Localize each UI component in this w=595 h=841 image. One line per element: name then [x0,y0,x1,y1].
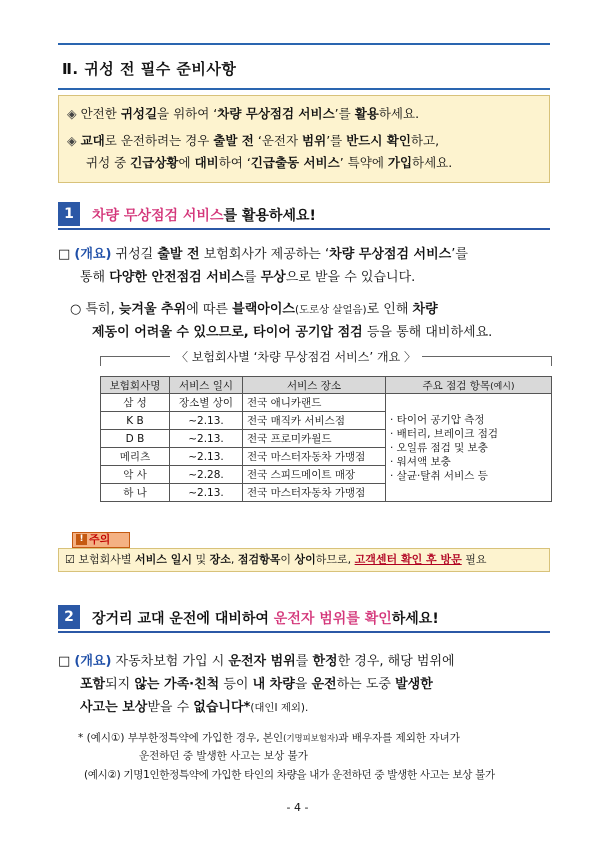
text-segment: * (예시①) 부부한정특약에 가입한 경우, 본인 [78,732,284,744]
para-2-line-1 [70,299,438,321]
page-number: - 4 - [286,801,309,814]
text-segment: 장소 [209,553,231,566]
cell-company: 하 나 [101,484,170,502]
cell-date: ~2.13. [170,430,243,448]
note-2-line-1: (예시②) 기명1인한정특약에 가입한 타인의 차량을 내가 운전하던 중 발생한 사고는 보상 불가 [84,769,495,781]
text-segment: 이 [280,553,295,566]
text-segment: ☑ 보험회사별 [65,553,135,566]
text-segment: 를 활용하세요! [223,208,316,224]
text-segment: 무상 [260,270,286,285]
text-segment: 차량 무상점검 서비스 [329,247,452,262]
heading-2-number: 2 [58,605,80,629]
col-items: 주요 점검 항목(예시) [386,377,552,394]
cell-date: 장소별 상이 [170,394,243,412]
text-segment: (기명피보험자) [283,733,339,743]
text-segment: 하세요! [391,611,439,627]
summary-line-3 [86,153,452,173]
text-segment: (대인Ⅰ 제외). [250,702,309,714]
heading-1-title [92,205,316,225]
text-segment: 안전한 [76,106,121,121]
text-segment: 포함 [80,677,106,692]
caution-box [58,548,550,572]
text-segment: ’ 특약에 [339,155,388,170]
text-segment: 가입 [387,155,413,170]
text-segment: 귀성길 [120,106,158,121]
text-segment: 내 차량 [252,677,295,692]
note-1-line-2: 운전하던 중 발생한 사고는 보상 불가 [139,750,308,762]
heading-2-rule [58,631,550,633]
text-segment: 을 위하여 ‘ [157,106,218,121]
caution-tag: ! 주의 [72,532,130,548]
cell-company: K B [101,412,170,430]
col-date: 서비스 일시 [170,377,243,394]
text-segment: 늦겨울 추위 [118,302,187,317]
para-3-line-3 [80,697,308,719]
text-segment: 보상 [122,700,148,715]
text-segment: 로 인해 [366,302,413,317]
text-segment: 운전자 범위 [228,654,296,669]
text-segment: ‘운전자 [253,133,303,148]
heading-1-number: 1 [58,202,80,226]
para-3-line-1 [58,651,455,673]
text-segment: 차량 무상점검 서비스 [217,106,335,121]
text-segment: 로 운전하려는 경우 [104,133,214,148]
text-segment: ’를 [334,106,355,121]
check-item: · 워셔액 보충 [390,455,451,468]
text-segment: 않는 가족·친척 [134,677,220,692]
col-place: 서비스 장소 [243,377,386,394]
text-segment: 자동차보험 가입 시 [111,654,229,669]
text-segment: 출발 전 [157,247,200,262]
summary-line-1 [67,104,419,124]
text-segment: * [243,700,251,715]
check-item: · 배터리, 브레이크 점검 [390,427,498,440]
text-segment: ◈ [67,133,77,148]
para-1-line-2 [80,267,415,289]
text-segment: 하세요. [412,155,453,170]
cell-date: ~2.13. [170,448,243,466]
text-segment: □ [58,654,75,669]
text-segment: 및 [191,553,210,566]
section-title: Ⅱ. 귀성 전 필수 준비사항 [62,60,237,78]
text-segment: 긴급상황 [130,155,179,170]
text-segment: ’를 [451,247,468,262]
note-1-line-1 [78,730,460,745]
section-top-rule [58,43,550,45]
col-company: 보험회사명 [101,377,170,394]
text-segment: 을 [294,677,312,692]
para-2-line-2 [92,322,492,344]
check-item: · 타이어 공기압 측정 [390,413,485,426]
cell-place: 전국 스피드메이트 매장 [243,466,386,484]
text-segment: 긴급출동 서비스 [250,155,340,170]
warning-icon: ! [76,534,87,545]
para-1-line-1 [58,244,468,266]
check-item: · 오일류 점검 및 보충 [390,441,488,454]
table-caption: 〈 보험회사별 ‘차량 무상점검 서비스’ 개요 〉 [170,348,422,365]
cell-items [386,394,552,502]
text-segment: 되지 [105,677,135,692]
text-segment: 장거리 교대 운전에 대비하여 [92,611,274,627]
text-segment: 하므로, [315,553,355,566]
cell-place: 전국 마스터자동차 가맹점 [243,448,386,466]
summary-box [58,95,550,183]
text-segment: 사고는 [80,700,123,715]
text-segment: (도로상 살얼음) [294,304,367,316]
text-segment: 받을 수 [147,700,194,715]
text-segment: 블랙아이스 [232,302,295,317]
text-segment: 필요 [461,553,487,566]
text-segment: 점검항목 [237,553,281,566]
text-segment: ◈ [67,106,77,121]
text-segment: 교대 [80,133,105,148]
cell-company: 악 사 [101,466,170,484]
cell-place: 전국 애니카랜드 [243,394,386,412]
text-segment: ○ 특히, [70,302,119,317]
text-segment: 대비 [194,155,219,170]
text-segment: 통해 [80,270,110,285]
cell-date: ~2.13. [170,484,243,502]
text-segment: , [230,553,238,566]
text-segment: 출발 전 [213,133,254,148]
text-segment: (개요) [74,654,112,669]
heading-1-rule [58,228,550,230]
text-segment: 에 [178,155,195,170]
text-segment: 에 따른 [186,302,233,317]
cell-place: 전국 마스터자동차 가맹점 [243,484,386,502]
cell-place: 전국 프로미카월드 [243,430,386,448]
section-bottom-rule [58,88,550,90]
cell-company: D B [101,430,170,448]
text-segment: 하여 ‘ [218,155,251,170]
service-table [100,376,552,502]
text-segment: ’를 [326,133,347,148]
text-segment: 를 [295,654,313,669]
text-segment: 제동이 어려울 수 있으므로, 타이어 공기압 점검 [92,325,363,340]
text-segment: (개요) [74,247,112,262]
cell-date: ~2.13. [170,412,243,430]
cell-date: ~2.28. [170,466,243,484]
text-segment: 하는 도중 [336,677,396,692]
text-segment: 등을 통해 대비하세요. [362,325,493,340]
cell-company: 삼 성 [101,394,170,412]
text-segment: 보험회사가 제공하는 ‘ [199,247,330,262]
text-segment: 차량 무상점검 서비스 [92,208,224,224]
text-segment: 과 배우자를 제외한 자녀가 [338,732,460,744]
summary-line-2 [67,131,439,151]
text-segment: □ [58,247,75,262]
text-segment: 활용 [354,106,379,121]
cell-place: 전국 매직카 서비스점 [243,412,386,430]
text-segment: 범위 [302,133,327,148]
text-segment: 를 [243,270,261,285]
check-item: · 살균·탈취 서비스 등 [390,469,488,482]
text-segment: 고객센터 확인 후 방문 [354,553,462,566]
text-segment: 등이 [219,677,253,692]
text-segment: 반드시 확인 [346,133,411,148]
text-segment: 귀성길 [111,247,158,262]
text-segment: 운전자 범위를 확인 [273,611,392,627]
text-segment: 한 경우, 해당 범위에 [337,654,455,669]
text-segment: 발생한 [395,677,433,692]
text-segment: 으로 받을 수 있습니다. [285,270,416,285]
text-segment: 한정 [312,654,338,669]
text-segment: 서비스 일시 [134,553,192,566]
text-segment: 운전 [311,677,337,692]
para-3-line-2 [80,674,433,696]
heading-2-title [92,608,439,628]
text-segment: 하고, [410,133,440,148]
text-segment: 귀성 중 [86,155,131,170]
text-segment: 차량 [412,302,438,317]
text-segment: 다양한 안전점검 서비스 [109,270,244,285]
table-row [101,394,552,412]
text-segment: 없습니다 [193,700,244,715]
text-segment: 상이 [294,553,316,566]
table-header-row [101,377,552,394]
text-segment: 하세요. [378,106,420,121]
cell-company: 메리츠 [101,448,170,466]
